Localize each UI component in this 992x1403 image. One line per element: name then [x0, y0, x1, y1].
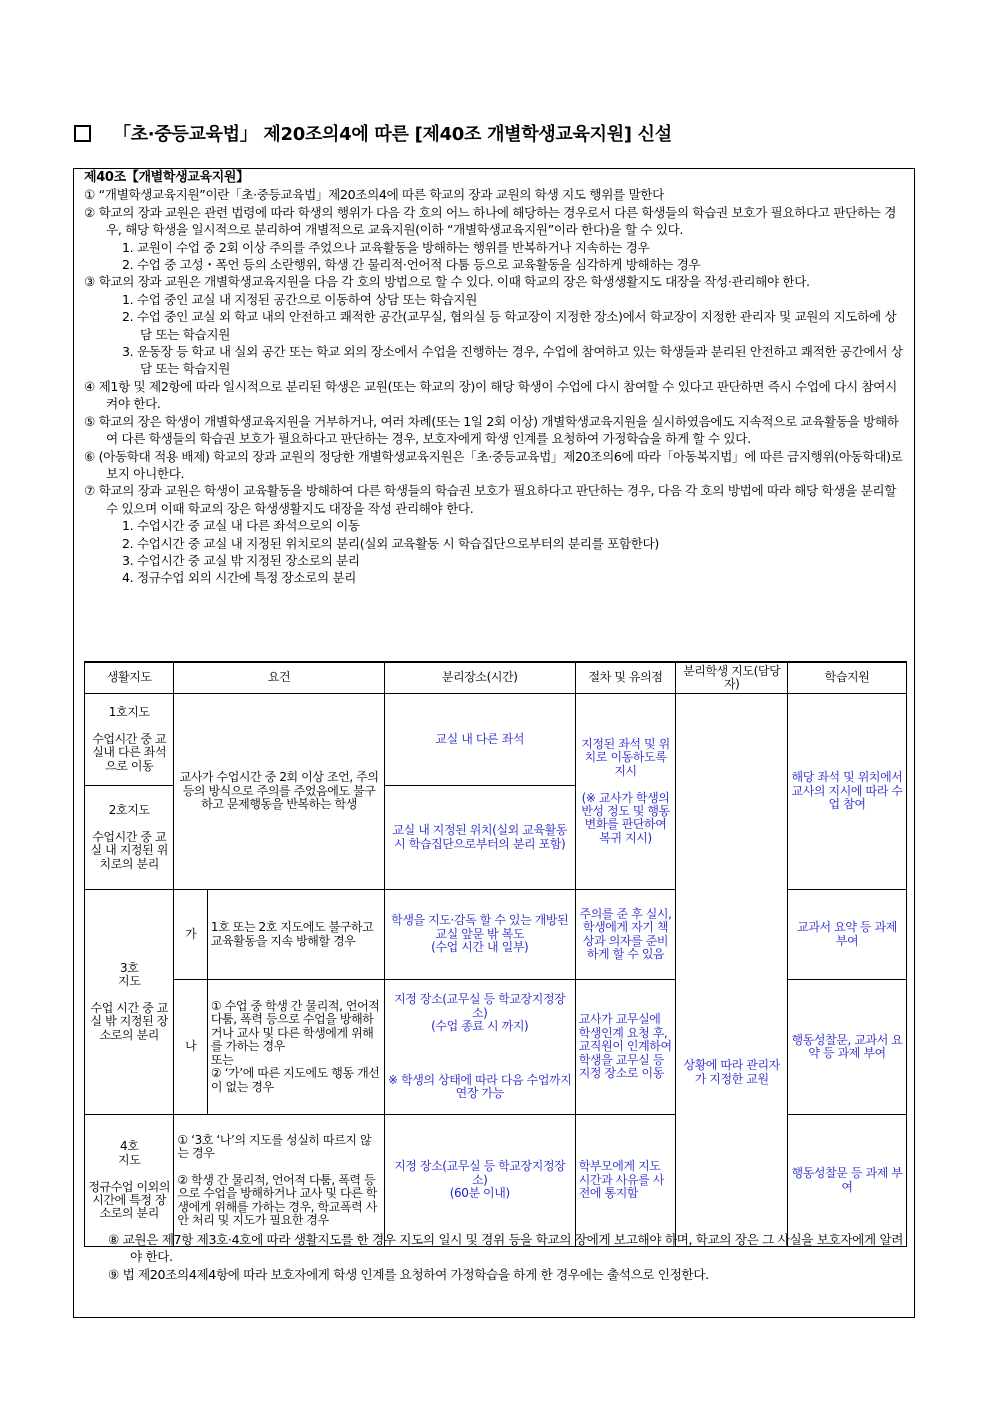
paragraph-3-item-2: 2. 수업 중인 교실 외 학교 내의 안전하고 쾌적한 공간(교무실, 협의실 등 학교장이 지정한 장소)에서 학교장이 지정한 관리자 및 교원의 지도하에 상담 또는 학습지원 [122, 309, 897, 342]
row4-procedure: 학부모에게 지도 시간과 사유를 사전에 통지함 [575, 1115, 676, 1247]
section-heading [74, 120, 924, 146]
paragraph-7-item-3: 3. 수업시간 중 교실 밖 지정된 장소로의 분리 [122, 552, 360, 568]
header-manager: 분리학생 지도(담당자) [676, 662, 788, 694]
row2-guidance: 2호지도 수업시간 중 교실 내 지정된 위치로의 분리 [85, 786, 174, 890]
paragraph-1: ① “개별학생교육지원”이란「초·중등교육법」제20조의4에 따른 학교의 장과 교원의 학생 지도 행위를 말한다 [84, 187, 664, 203]
header-procedure: 절차 및 유의점 [575, 662, 676, 694]
row3b-label: 나 [174, 980, 208, 1115]
row3b-requirement: ① 수업 중 학생 간 물리적, 언어적 다툼, 폭력 등으로 수업을 방해하거나 교사 및 다른 학생에게 위해를 가하는 경우 또는 ② ‘가’에 따른 지도에도 행동 개선이 없는 경우 [207, 980, 384, 1115]
row3a-place: 학생을 지도·감독 할 수 있는 개방된 교실 앞문 밖 복도 (수업 시간 내 일부) [384, 890, 575, 980]
row1-place: 교실 내 다른 좌석 [384, 694, 575, 786]
paragraph-3: ③ 학교의 장과 교원은 개별학생교육지원을 다음 각 호의 방법으로 할 수 있다. 이때 학교의 장은 학생생활지도 대장을 작성·관리해야 한다. [84, 274, 810, 290]
article-box [73, 168, 915, 1318]
paragraph-2-item-1: 1. 교원이 수업 중 2회 이상 주의를 주었으나 교육활동을 방해하는 행위를 반복하거나 지속하는 경우 [122, 239, 650, 255]
header-place: 분리장소(시간) [384, 662, 575, 694]
paragraph-2: ② 학교의 장과 교원은 관련 법령에 따라 학생의 행위가 다음 각 호의 어느 하나에 해당하는 경우로서 다른 학생들의 학습권 보호가 필요하다고 판단하는 경우, 해당 학생을 일시적으로 분리하여 개별적으로 교육지원(이하 “개별학생교육지원”이라 한다)을 할 수 있다. [84, 204, 897, 238]
table-header-row [85, 662, 907, 694]
manager-cell: 상황에 따라 관리자가 지정한 교원 [676, 694, 788, 1247]
paragraph-7-item-2: 2. 수업시간 중 교실 내 지정된 위치로의 분리(실외 교육활동 시 학습집단으로부터의 분리를 포함한다) [122, 535, 659, 551]
header-support: 학습지원 [788, 662, 907, 694]
row3a-requirement: 1호 또는 2호 지도에도 불구하고 교육활동을 지속 방해할 경우 [207, 890, 384, 980]
row3a-procedure: 주의를 준 후 실시, 학생에게 자기 책상과 의자를 준비하게 할 수 있음 [575, 890, 676, 980]
table-row [85, 694, 907, 786]
paragraph-9: ⑨ 법 제20조의4제4항에 따라 보호자에게 학생 인계를 요청하여 가정학습을 하게 한 경우에는 출석으로 인정한다. [108, 1266, 709, 1282]
paragraph-7-item-4: 4. 정규수업 외의 시간에 특정 장소로의 분리 [122, 570, 357, 586]
article-body [84, 169, 908, 587]
row2-place: 교실 내 지정된 위치(실외 교육활동 시 학습집단으로부터의 분리 포함) [384, 786, 575, 890]
row3b-place: 지정 장소(교무실 등 학교장지정장소) (수업 종료 시 까지) ※ 학생의 상태에 따라 다음 수업까지 연장 가능 [384, 980, 575, 1115]
paragraph-3-item-3: 3. 운동장 등 학교 내 실외 공간 또는 학교 외의 장소에서 수업을 진행하는 경우, 수업에 참여하고 있는 학생들과 분리된 안전하고 쾌적한 공간에서 상담 또는 학습지원 [122, 344, 903, 377]
paragraph-7: ⑦ 학교의 장과 교원은 학생이 교육활동을 방해하여 다른 학생들의 학습권 보호가 필요하다고 판단하는 경우, 다음 각 호의 방법에 따라 해당 학생을 분리할 수 있으며 이때 학교의 장은 학생생활지도 대장을 작성 관리해야 한다. [84, 483, 897, 516]
paragraph-5: ⑤ 학교의 장은 학생이 개별학생교육지원을 거부하거나, 여러 차례(또는 1일 2회 이상) 개별학생교육지원을 실시하였음에도 지속적으로 교육활동을 방해하여 다른 학생들의 학습권 보호가 필요하다고 판단하는 경우, 보호자에게 학생 인계를 요청하여 가정학습을 하게 할 수 있다. [84, 413, 899, 447]
checkbox-icon [74, 125, 91, 142]
row1-procedure: 지정된 좌석 및 위치로 이동하도록 지시 (※ 교사가 학생의 반성 정도 및 행동 변화를 판단하여 복귀 지시) [575, 694, 676, 890]
row3a-support: 교과서 요약 등 과제 부여 [788, 890, 907, 980]
paragraph-3-item-1: 1. 수업 중인 교실 내 지정된 공간으로 이동하여 상담 또는 학습지원 [122, 291, 478, 307]
row1-support: 해당 좌석 및 위치에서 교사의 지시에 따라 수업 참여 [788, 694, 907, 890]
row1-guidance: 1호지도 수업시간 중 교실내 다른 좌석으로 이동 [85, 694, 174, 786]
header-requirement: 요건 [174, 662, 384, 694]
row4-requirement: ① ‘3호 ‘나’의 지도를 성실히 따르지 않는 경우 ② 학생 간 물리적, 언어적 다툼, 폭력 등으로 수업을 방해하거나 교사 및 다른 학생에게 위해를 가하는 경우, 학교폭력 사안 처리 및 지도가 필요한 경우 [174, 1115, 384, 1247]
row4-guidance: 4호 지도 정규수업 이외의 시간에 특정 장소로의 분리 [85, 1115, 174, 1247]
row3a-label: 가 [174, 890, 208, 980]
row1-requirement: 교사가 수업시간 중 2회 이상 조언, 주의 등의 방식으로 주의를 주었음에도 불구하고 문제행동을 반복하는 학생 [174, 694, 384, 890]
row4-place: 지정 장소(교무실 등 학교장지정장소) (60분 이내) [384, 1115, 575, 1247]
paragraph-2-item-2: 2. 수업 중 고성・폭언 등의 소란행위, 학생 간 물리적·언어적 다툼 등으로 교육활동을 심각하게 방해하는 경우 [122, 257, 701, 273]
guidance-table [84, 661, 907, 1247]
header-guidance: 생활지도 [85, 662, 174, 694]
paragraph-6: ⑥ (아동학대 적용 배제) 학교의 장과 교원의 정당한 개별학생교육지원은「초·중등교육법」제20조의6에 따라「아동복지법」에 따른 금지행위(아동학대)로 보지 아니한다. [84, 448, 903, 481]
row3b-procedure: 교사가 교무실에 학생인계 요청 후, 교직원이 인계하여 학생을 교무실 등 지정 장소로 이동 [575, 980, 676, 1115]
row4-support: 행동성찰문 등 과제 부여 [788, 1115, 907, 1247]
article-title: 제40조【개별학생교육지원】 [84, 170, 249, 185]
paragraph-4: ④ 제1항 및 제2항에 따라 일시적으로 분리된 학생은 교원(또는 학교의 장)이 해당 학생이 수업에 다시 참여할 수 있다고 판단하면 즉시 수업에 다시 참여시켜야 한다. [84, 378, 897, 412]
paragraph-7-item-1: 1. 수업시간 중 교실 내 다른 좌석으로의 이동 [122, 518, 360, 534]
row3-guidance: 3호 지도 수업 시간 중 교실 밖 지정된 장소로의 분리 [85, 890, 174, 1115]
row3b-support: 행동성찰문, 교과서 요약 등 과제 부여 [788, 980, 907, 1115]
paragraph-8: ⑧ 교원은 제7항 제3호·4호에 따라 생활지도를 한 경우 지도의 일시 및 경위 등을 학교의 장에게 보고해야 하며, 학교의 장은 그 사실을 보호자에게 알려야 한다. [108, 1232, 904, 1265]
closing-paragraphs [84, 1231, 908, 1283]
heading-text: 「초·중등교육법」 제20조의4에 따른 [제40조 개별학생교육지원] 신설 [113, 124, 672, 145]
